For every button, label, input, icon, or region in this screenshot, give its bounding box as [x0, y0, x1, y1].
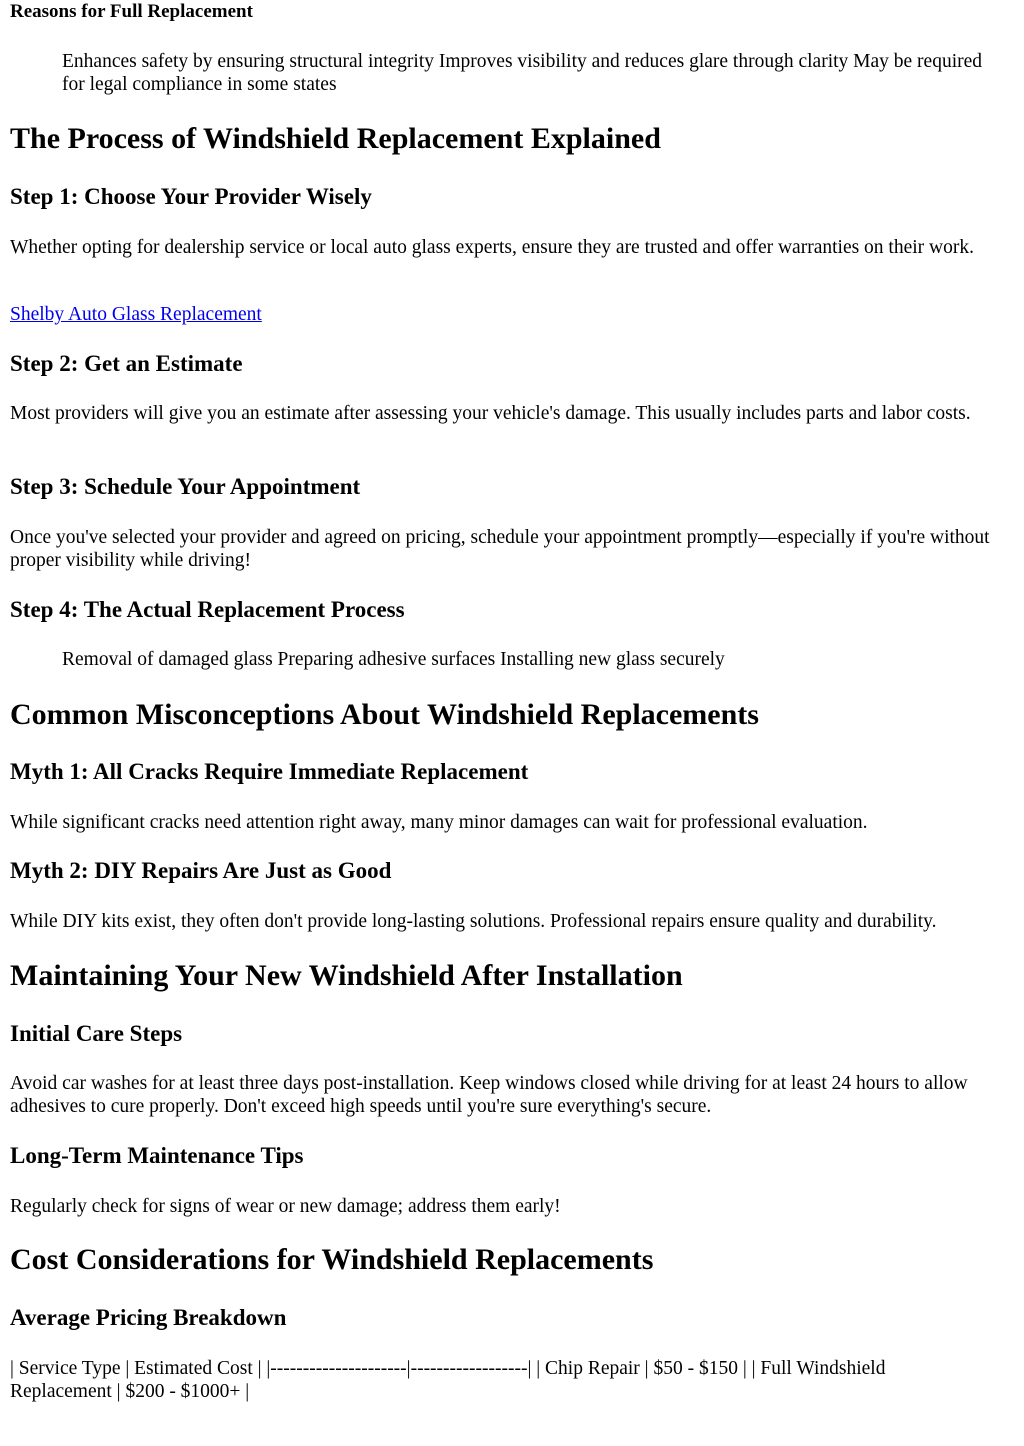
shelby-auto-glass-link[interactable]: Shelby Auto Glass Replacement	[10, 304, 262, 325]
myth1-heading: Myth 1: All Cracks Require Immediate Replacement	[10, 759, 529, 784]
reasons-heading: Reasons for Full Replacement	[10, 1, 253, 22]
process-heading: The Process of Windshield Replacement Explained	[10, 122, 661, 155]
longterm-heading: Long-Term Maintenance Tips	[10, 1143, 304, 1168]
myth2-heading: Myth 2: DIY Repairs Are Just as Good	[10, 858, 392, 883]
longterm-text: Regularly check for signs of wear or new damage; address them early!	[10, 1196, 561, 1217]
step4-heading: Step 4: The Actual Replacement Process	[10, 597, 405, 622]
myth1-text: While significant cracks need attention right away, many minor damages can wait for professional evaluation.	[10, 812, 868, 833]
step2-text: Most providers will give you an estimate after assessing your vehicle's damage. This usually includes parts and labor costs.	[10, 403, 971, 424]
pricing-heading: Average Pricing Breakdown	[10, 1305, 287, 1330]
care-text: Avoid car washes for at least three days post-installation. Keep windows closed while driving for at least 24 hours to allow adhesives to cure properly. Don't exceed high speeds until you're sure everything's secure.	[10, 1073, 968, 1117]
myths-heading: Common Misconceptions About Windshield Replacements	[10, 698, 759, 731]
myth2-text: While DIY kits exist, they often don't provide long-lasting solutions. Professional repairs ensure quality and durability.	[10, 911, 937, 932]
care-heading: Initial Care Steps	[10, 1021, 183, 1046]
maintain-heading: Maintaining Your New Windshield After Installation	[10, 959, 683, 992]
step1-text: Whether opting for dealership service or local auto glass experts, ensure they are trusted and offer warranties on their work.	[10, 237, 974, 258]
step4-list: Removal of damaged glass Preparing adhesive surfaces Installing new glass securely	[62, 649, 725, 670]
reasons-list: Enhances safety by ensuring structural integrity Improves visibility and reduces glare through clarity May be required for legal compliance in some states	[62, 51, 983, 95]
step2-heading: Step 2: Get an Estimate	[10, 351, 243, 376]
cost-heading: Cost Considerations for Windshield Replacements	[10, 1243, 654, 1276]
pricing-text: | Service Type | Estimated Cost | |---------------------|------------------| | Chip Repair | $50 - $150 | | Full Windshield Replacement | $200 - $1000+ |	[10, 1358, 886, 1402]
step3-heading: Step 3: Schedule Your Appointment	[10, 474, 361, 499]
step3-text: Once you've selected your provider and agreed on pricing, schedule your appointment promptly—especially if you're without proper visibility while driving!	[10, 527, 990, 571]
step1-heading: Step 1: Choose Your Provider Wisely	[10, 184, 372, 209]
